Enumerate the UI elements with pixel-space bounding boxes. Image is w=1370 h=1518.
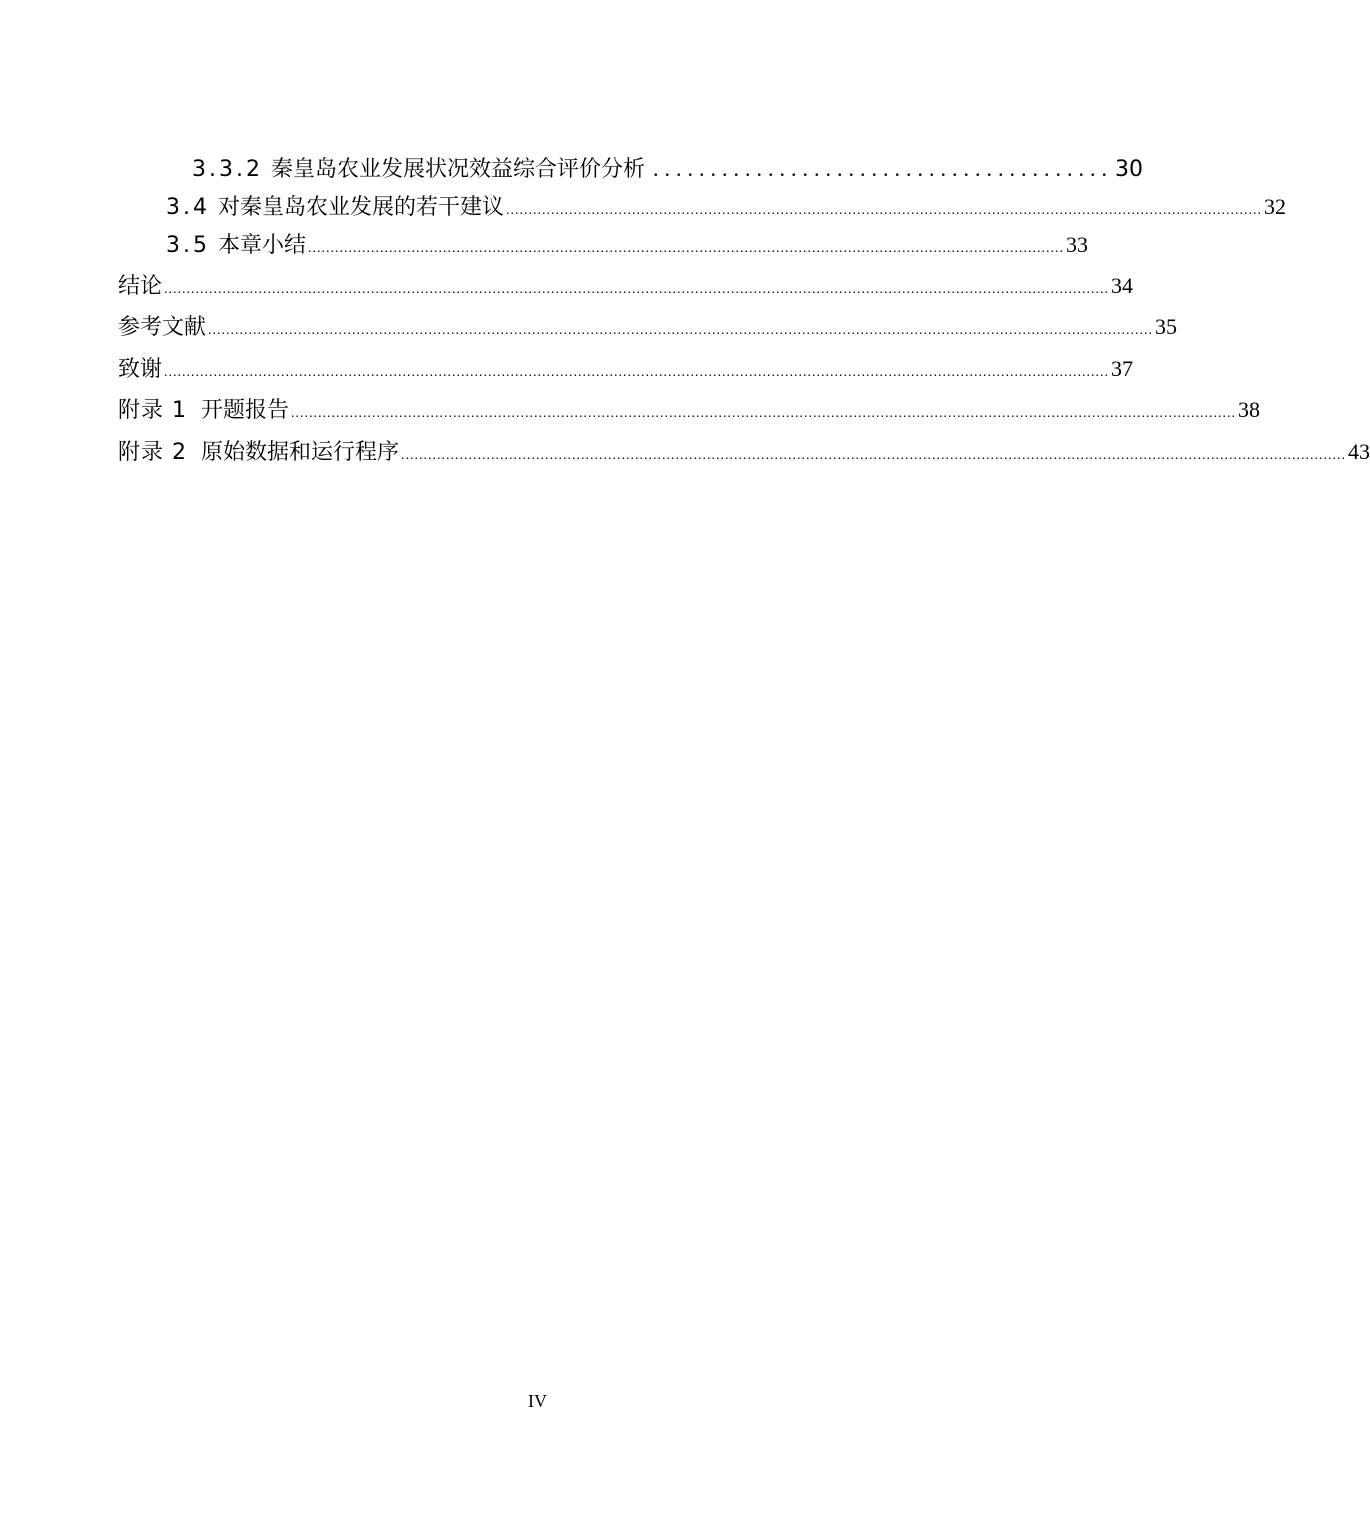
toc-page-number: 32	[1264, 194, 1287, 219]
toc-entry-title: 秦皇岛农业发展状况效益综合评价分析	[270, 157, 645, 182]
toc-dot-leader: ........................................................................................................................................................................	[308, 241, 1065, 256]
toc-entry-3-5[interactable]	[166, 230, 1089, 264]
toc-entry-label	[166, 193, 504, 223]
toc-entry-title: 开题报告	[201, 398, 290, 423]
toc-entry-3-3-2[interactable]	[192, 154, 1143, 185]
toc-entry-title: 结论	[118, 274, 163, 299]
toc-entry-title: 对秦皇岛农业发展的若干建议	[218, 195, 505, 220]
toc-entry-3-4[interactable]	[166, 192, 1287, 226]
toc-entry-number: 附录 2	[118, 440, 187, 465]
toc-entry-title: 参考文献	[118, 315, 207, 340]
toc-entry-title: 本章小结	[218, 233, 307, 258]
toc-entry-label	[192, 155, 645, 185]
toc-entry-label	[118, 396, 289, 426]
toc-entry-title: 原始数据和运行程序	[201, 440, 400, 465]
page-footer-number: IV	[528, 1391, 547, 1411]
toc-page-number: 35	[1155, 314, 1178, 339]
toc-page-number: 37	[1111, 356, 1134, 381]
toc-entry-number: 3.4	[166, 195, 210, 220]
toc-entry-acknowledgements[interactable]	[118, 354, 1134, 388]
toc-dot-leader: ..................................................................................................................................................................................................................	[164, 282, 1110, 297]
toc-page-number: 30	[1115, 157, 1143, 182]
toc-entry-references[interactable]	[118, 312, 1178, 346]
toc-dot-leader: ........................................................................................................................................................................	[506, 203, 1263, 218]
toc-entry-number: 3.3.2	[192, 157, 263, 182]
toc-dot-leader: ..................................................................................................................................................................................................................	[208, 323, 1154, 338]
toc-page-number: 43	[1348, 439, 1370, 464]
toc-entry-appendix-2[interactable]	[118, 437, 1370, 471]
toc-entry-appendix-1[interactable]	[118, 395, 1261, 429]
toc-page-number: 38	[1238, 397, 1261, 422]
toc-dot-leader: ..................................................................................................................................................................................................................	[291, 406, 1237, 421]
toc-dot-leader: ..................................................................................................................................................................................................................	[401, 448, 1347, 463]
toc-dot-leader: ..................................................................................................................................................................................................................	[164, 365, 1110, 380]
toc-page-number: 34	[1111, 273, 1134, 298]
toc-page-number: 33	[1066, 232, 1089, 257]
toc-dot-leader: ........................................	[653, 156, 1113, 181]
toc-entry-label	[118, 438, 399, 468]
toc-entry-title: 致谢	[118, 357, 163, 382]
toc-entry-label	[166, 231, 306, 261]
toc-entry-number: 附录 1	[118, 398, 187, 423]
toc-entry-conclusion[interactable]	[118, 271, 1134, 305]
toc-entry-number: 3.5	[166, 233, 210, 258]
